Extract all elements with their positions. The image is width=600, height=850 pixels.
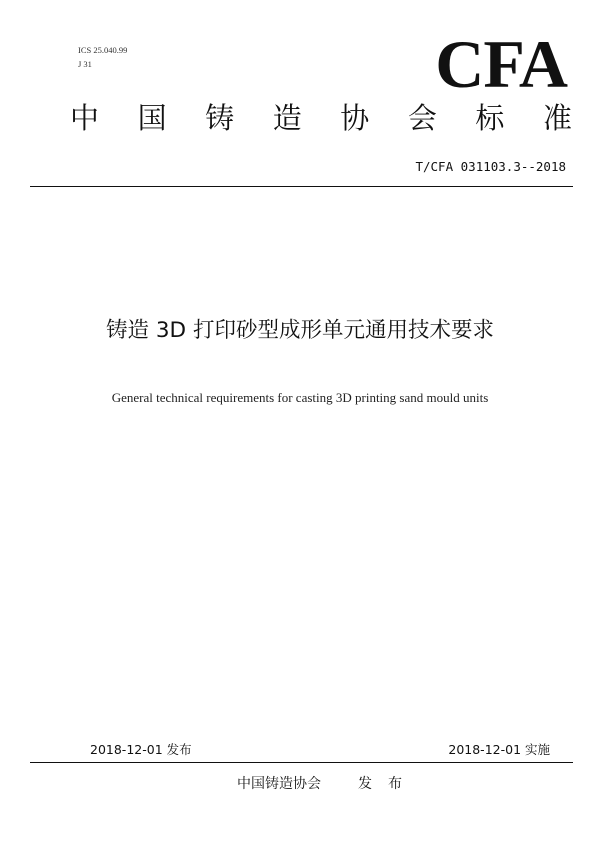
issue-label: 发布 bbox=[358, 776, 418, 792]
org-title-char: 协 bbox=[340, 101, 370, 135]
top-divider bbox=[30, 186, 573, 187]
issuing-organization: 中国铸造协会 bbox=[237, 776, 321, 792]
implementation-date: 2018-12-01 实施 bbox=[448, 742, 550, 757]
bottom-divider bbox=[30, 762, 573, 763]
cfa-logo: CFA bbox=[435, 26, 567, 102]
publish-date: 2018-12-01 发布 bbox=[90, 742, 192, 757]
document-title-english: General technical requirements for casting 3D printing sand mould units bbox=[111, 390, 489, 405]
org-title-char: 中 bbox=[70, 101, 100, 135]
organization-standard-title bbox=[70, 101, 572, 135]
org-title-char: 会 bbox=[407, 101, 437, 135]
org-title-char: 国 bbox=[137, 101, 167, 135]
ccs-code: J 31 bbox=[78, 59, 92, 69]
org-title-char: 标 bbox=[475, 101, 505, 135]
org-title-char: 准 bbox=[542, 101, 572, 135]
org-title-char: 造 bbox=[272, 101, 302, 135]
ics-code: ICS 25.040.99 bbox=[78, 45, 128, 55]
org-title-char: 铸 bbox=[205, 101, 235, 135]
document-title-chinese: 铸造 3D 打印砂型成形单元通用技术要求 bbox=[106, 318, 494, 343]
standard-number: T/CFA 031103.3--2018 bbox=[415, 159, 566, 174]
